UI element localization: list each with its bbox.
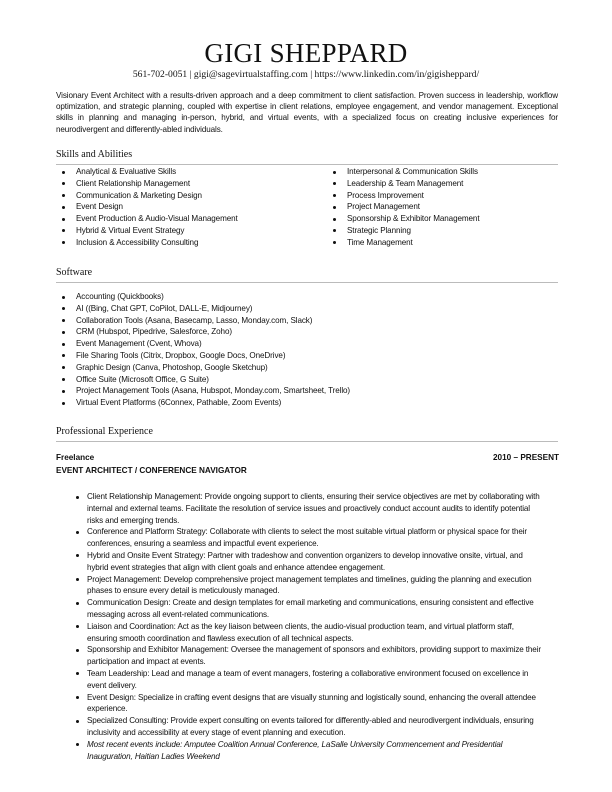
software-item: Accounting (Quickbooks) (61, 291, 541, 303)
skill-item: Project Management (332, 201, 572, 213)
experience-bullet: Event Design: Specialize in crafting event designs that are visually stunning and logistically sound, enhancing the overall attendee experience. (76, 692, 542, 716)
software-item: File Sharing Tools (Citrix, Dropbox, Google Docs, OneDrive) (61, 350, 541, 362)
experience-heading: Professional Experience (56, 426, 558, 442)
skill-item: Event Design (61, 201, 321, 213)
summary-paragraph: Visionary Event Architect with a results-driven approach and a deep commitment to client satisfaction. Proven success in leadership, workflow optimization, and strategic planning, coupled with expertise in client relations, employee engagement, and vendor management. Exceptional skills in planning and managing in-person, hybrid, and virtual events, with a specialized focus on creating inclusive experiences for neurodivergent and differently-abled individuals. (56, 91, 558, 134)
skill-item: Client Relationship Management (61, 178, 321, 190)
software-item: AI ((Bing, Chat GPT, CoPilot, DALL-E, Midjourney) (61, 303, 541, 315)
skill-item: Interpersonal & Communication Skills (332, 166, 572, 178)
skill-item: Inclusion & Accessibility Consulting (61, 237, 321, 249)
software-item: CRM (Hubspot, Pipedrive, Salesforce, Zoho) (61, 326, 541, 338)
experience-bullet: Sponsorship and Exhibitor Management: Oversee the management of sponsors and exhibitors, providing support to maximize their participation and impact at events. (76, 644, 542, 668)
experience-bullet: Team Leadership: Lead and manage a team of event managers, fostering a collaborative environment focused on excellence in event delivery. (76, 668, 542, 692)
skill-item: Time Management (332, 237, 572, 249)
software-item: Collaboration Tools (Asana, Basecamp, Lasso, Monday.com, Slack) (61, 315, 541, 327)
skill-item: Hybrid & Virtual Event Strategy (61, 225, 321, 237)
skill-item: Sponsorship & Exhibitor Management (332, 213, 572, 225)
skill-item: Process Improvement (332, 190, 572, 202)
experience-bullet: Communication Design: Create and design templates for email marketing and communications, ensuring consistent and effective messaging across all event-related communications. (76, 597, 542, 621)
experience-bullet: Hybrid and Onsite Event Strategy: Partner with tradeshow and convention organizers to develop innovative onsite, virtual, and hybrid event strategies that align with client goals and enhance attendee engagement. (76, 550, 542, 574)
company-name: Freelance (56, 453, 95, 462)
skill-item: Strategic Planning (332, 225, 572, 237)
job-title: EVENT ARCHITECT / CONFERENCE NAVIGATOR (56, 466, 247, 475)
experience-bullet: Client Relationship Management: Provide ongoing support to clients, ensuring their service objectives are met by collaborating with internal and external teams. Facilitate the resolution of service issues and proactively conduct account audits to identify potential risks and emerging trends. (76, 491, 542, 526)
software-item: Virtual Event Platforms (6Connex, Pathable, Zoom Events) (61, 397, 541, 409)
skill-item: Event Production & Audio-Visual Management (61, 213, 321, 225)
software-item: Graphic Design (Canva, Photoshop, Google Sketchup) (61, 362, 541, 374)
date-range: 2010 – PRESENT (493, 453, 559, 462)
recent-events-bullet: Most recent events include: Amputee Coalition Annual Conference, LaSalle University Commencement and Presidential Inauguration, Haitian Ladies Weekend (76, 739, 542, 763)
skills-heading: Skills and Abilities (56, 149, 558, 165)
skills-list-left (61, 166, 321, 249)
software-list (61, 291, 541, 409)
experience-bullets (76, 491, 542, 762)
software-item: Office Suite (Microsoft Office, G Suite) (61, 374, 541, 386)
skill-item: Communication & Marketing Design (61, 190, 321, 202)
experience-bullet: Liaison and Coordination: Act as the key liaison between clients, the audio-visual production team, and virtual platform staff, ensuring smooth coordination and flawless execution of all technical aspects. (76, 621, 542, 645)
skills-list-right (332, 166, 572, 249)
experience-bullet: Specialized Consulting: Provide expert consulting on events tailored for differently-abled and neurodivergent individuals, ensuring inclusivity and accessibility at every stage of event planning and execution. (76, 715, 542, 739)
skill-item: Leadership & Team Management (332, 178, 572, 190)
skill-item: Analytical & Evaluative Skills (61, 166, 321, 178)
experience-bullet: Conference and Platform Strategy: Collaborate with clients to select the most suitable virtual platform or physical space for their conferences, ensuring a seamless and impactful event experience. (76, 526, 542, 550)
contact-line: 561-702-0051 | gigi@sagevirtualstaffing.com | https://www.linkedin.com/in/gigisheppard/ (132, 69, 480, 80)
experience-bullet: Project Management: Develop comprehensive project management templates and timelines, guiding the planning and execution phases to ensure every detail is meticulously managed. (76, 574, 542, 598)
software-item: Event Management (Cvent, Whova) (61, 338, 541, 350)
software-item: Project Management Tools (Asana, Hubspot, Monday.com, Smartsheet, Trello) (61, 385, 541, 397)
resume-name: GIGI SHEPPARD (204, 38, 408, 68)
software-heading: Software (56, 267, 558, 283)
